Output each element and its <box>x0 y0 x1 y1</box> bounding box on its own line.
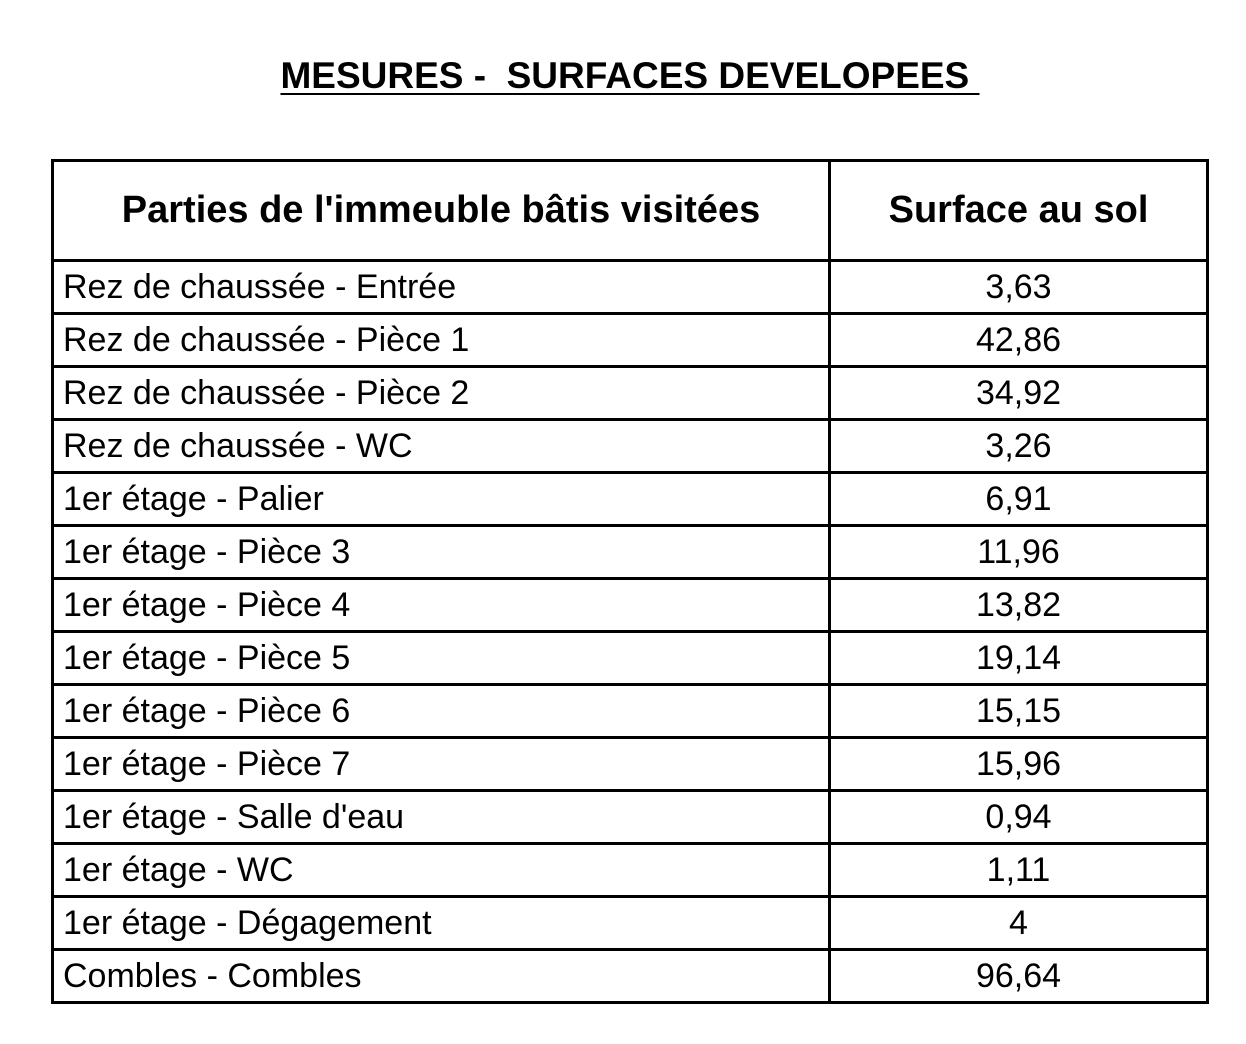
table-row <box>53 950 1208 1003</box>
room-name-cell: 1er étage - Pièce 4 <box>53 579 830 632</box>
column-header-part: Parties de l'immeuble bâtis visitées <box>53 161 830 261</box>
room-name-cell: Rez de chaussée - WC <box>53 420 830 473</box>
surface-value-cell: 6,91 <box>830 473 1208 526</box>
surface-value-cell: 3,63 <box>830 261 1208 314</box>
surface-value-cell: 19,14 <box>830 632 1208 685</box>
table-row <box>53 791 1208 844</box>
table-header-row <box>53 161 1208 261</box>
table-row <box>53 844 1208 897</box>
room-name-cell: 1er étage - WC <box>53 844 830 897</box>
surface-value-cell: 1,11 <box>830 844 1208 897</box>
room-name-cell: Combles - Combles <box>53 950 830 1003</box>
surface-value-cell: 15,15 <box>830 685 1208 738</box>
surface-value-cell: 13,82 <box>830 579 1208 632</box>
table-row <box>53 897 1208 950</box>
surface-value-cell: 15,96 <box>830 738 1208 791</box>
room-name-cell: 1er étage - Pièce 7 <box>53 738 830 791</box>
room-name-cell: 1er étage - Dégagement <box>53 897 830 950</box>
table-row <box>53 685 1208 738</box>
room-name-cell: 1er étage - Pièce 5 <box>53 632 830 685</box>
room-name-cell: 1er étage - Pièce 6 <box>53 685 830 738</box>
table-row <box>53 526 1208 579</box>
column-header-surface: Surface au sol <box>830 161 1208 261</box>
surface-value-cell: 3,26 <box>830 420 1208 473</box>
table-row <box>53 632 1208 685</box>
document-title-text: MESURES - SURFACES DEVELOPEES <box>280 55 980 96</box>
room-name-cell: 1er étage - Salle d'eau <box>53 791 830 844</box>
table-row <box>53 261 1208 314</box>
surface-value-cell: 0,94 <box>830 791 1208 844</box>
room-name-cell: Rez de chaussée - Pièce 1 <box>53 314 830 367</box>
surface-value-cell: 4 <box>830 897 1208 950</box>
table-row <box>53 579 1208 632</box>
table-row <box>53 367 1208 420</box>
measures-table <box>51 159 1209 1004</box>
table-row <box>53 314 1208 367</box>
surface-value-cell: 34,92 <box>830 367 1208 420</box>
document-title <box>0 50 1246 102</box>
table-body <box>53 261 1208 1003</box>
table-row <box>53 738 1208 791</box>
room-name-cell: Rez de chaussée - Pièce 2 <box>53 367 830 420</box>
table-row <box>53 420 1208 473</box>
room-name-cell: 1er étage - Palier <box>53 473 830 526</box>
table-row <box>53 473 1208 526</box>
surface-value-cell: 42,86 <box>830 314 1208 367</box>
room-name-cell: Rez de chaussée - Entrée <box>53 261 830 314</box>
room-name-cell: 1er étage - Pièce 3 <box>53 526 830 579</box>
surface-value-cell: 11,96 <box>830 526 1208 579</box>
surface-value-cell: 96,64 <box>830 950 1208 1003</box>
